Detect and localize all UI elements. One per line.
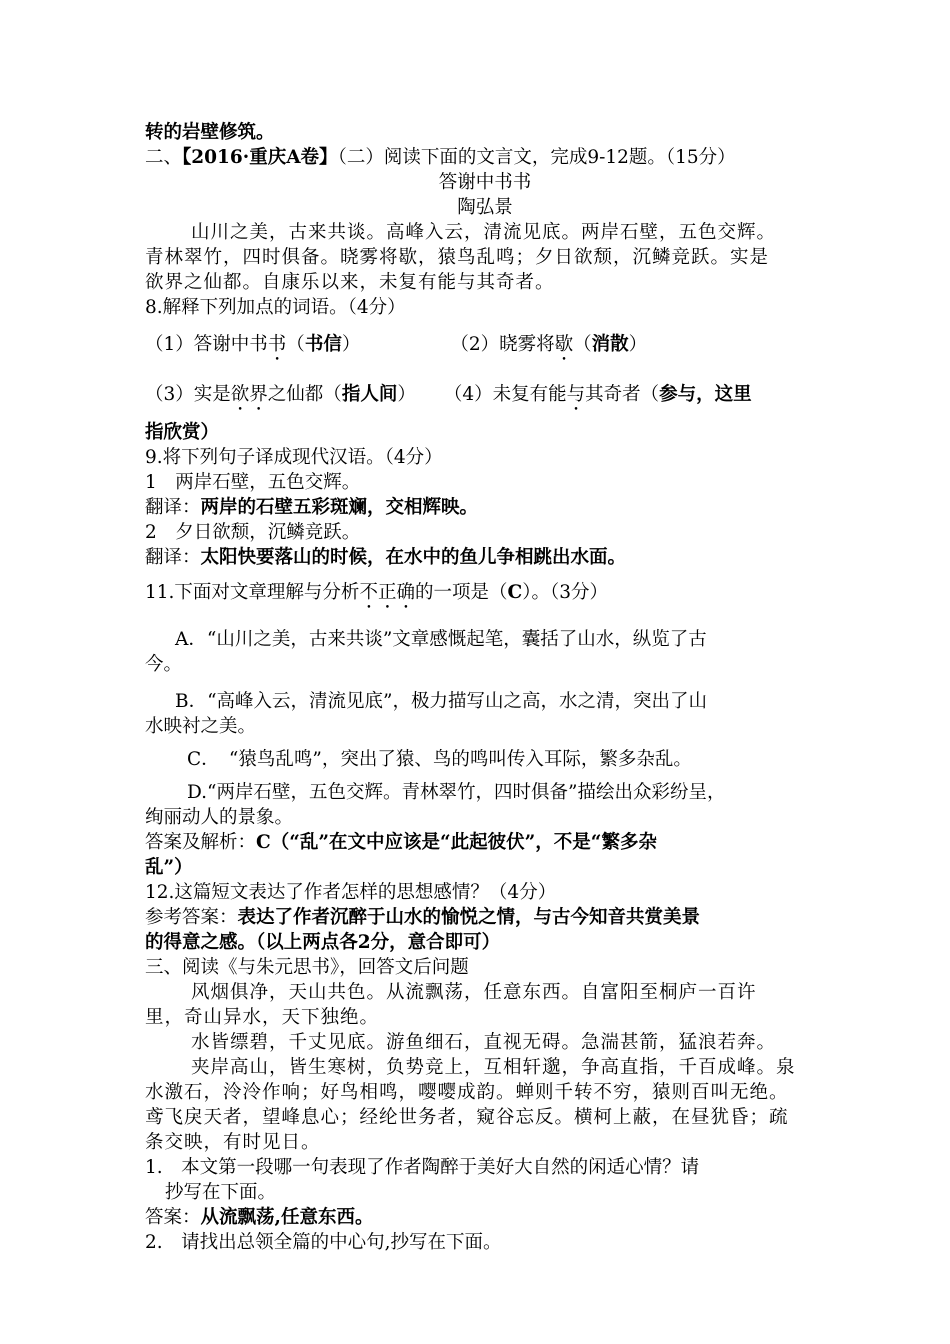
text-span: 答案及解析： (145, 832, 257, 853)
text-span: （1）答谢中书 (145, 334, 268, 355)
answer-text: C (507, 582, 523, 603)
section-heading: 三、阅读《与朱元思书》，回答文后问题 (145, 957, 469, 978)
sub-question-1-cont: 抄写在下面。 (165, 1182, 277, 1203)
answer-text: 书信 (304, 334, 342, 355)
dotted-word: 不正确 (359, 582, 415, 603)
passage-line: 水激石，泠泠作响；好鸟相鸣，嘤嘤成韵。蝉则千转不穷，猿则百叫无绝。 (145, 1082, 789, 1103)
passage-title: 答谢中书书 (438, 172, 532, 193)
text-span: 翻译： (145, 547, 201, 568)
text-span: ） (397, 384, 416, 405)
text-span: （ (573, 334, 592, 355)
q9-item: 1 两岸石壁，五色交辉。 (145, 472, 361, 493)
passage-line: 夹岸高山，皆生寒树，负势竞上，互相轩邈，争高直指，千百成峰。泉 (191, 1057, 796, 1078)
passage-line: 山川之美，古来共谈。高峰入云，清流见底。两岸石壁，五色交辉。 (191, 222, 777, 243)
option-b: B．“高峰入云，清流见底”，极力描写山之高，水之清，突出了山 (175, 691, 708, 712)
passage-line: 水皆缥碧，千丈见底。游鱼细石，直视无碍。急湍甚箭，猛浪若奔。 (191, 1032, 777, 1053)
passage-line: 风烟俱净，天山共色。从流飘荡，任意东西。自富阳至桐庐一百许 (191, 982, 757, 1003)
spacer (145, 772, 825, 780)
text-span: 二、 (145, 147, 183, 168)
answer-text: 指欣赏） (145, 422, 220, 443)
sub-answer-1 (145, 1205, 825, 1230)
text-span: ） (341, 334, 361, 355)
text-span: （二）阅读下面的文言文，完成9-12题。（15分） (337, 147, 736, 168)
q8-items-row-1 (145, 320, 825, 370)
dotted-word: 书 (267, 334, 287, 355)
answer-text: 消散 (591, 334, 629, 355)
passage-line: 里，奇山异水，天下独绝。 (145, 1007, 380, 1028)
option-c: C． “猿鸟乱鸣”，突出了猿、鸟的鸣叫传入耳际，繁多杂乱。 (187, 749, 692, 770)
text-span: 之仙都（ (267, 384, 342, 405)
option-b-cont: 水映衬之美。 (145, 716, 257, 737)
sub-question-2: 2. 请找出总领全篇的中心句,抄写在下面。 (145, 1232, 502, 1253)
answer-text: 的得意之感。（以上两点各2分，意合即可） (145, 932, 501, 953)
dotted-word: 与 (566, 384, 586, 405)
passage-line: 欲界之仙都。自康乐以来，未复有能与其奇者。 (145, 272, 555, 293)
dotted-word: 歇 (554, 334, 574, 355)
text-span: （2）晓雾将 (450, 334, 555, 355)
text-span: 的一项是（ (414, 582, 508, 603)
question-8: 8.解释下列加点的词语。（4分） (145, 297, 406, 318)
answer-12 (145, 905, 825, 930)
option-a: A．“山川之美，古来共谈”文章感慨起笔，囊括了山水，纵览了古 (175, 629, 707, 650)
passage-line: 鸢飞戾天者，望峰息心；经纶世务者，窥谷忘反。横柯上蔽，在昼犹昏；疏 (145, 1107, 789, 1128)
answer-text: 乱”） (145, 857, 193, 878)
section-heading (145, 145, 825, 170)
text-span: 11.下面对文章理解与分析 (145, 582, 360, 603)
text-span: 参考答案： (145, 907, 238, 928)
answer-text: 表达了作者沉醉于山水的愉悦之情，与古今知音共赏美景 (237, 907, 701, 928)
text-span: 翻译： (145, 497, 201, 518)
text-span: ）。（3分） (522, 582, 608, 603)
text-span: （ (286, 334, 305, 355)
question-11 (145, 578, 825, 613)
answer-text: C（“乱”在文中应该是“此起彼伏”，不是“繁多杂 (256, 832, 657, 853)
answer-text: 两岸的石壁五彩斑斓，交相辉映。 (200, 497, 479, 518)
passage-line: 条交映，有时见日。 (145, 1132, 321, 1153)
q9-translation (145, 545, 825, 570)
text-span: （4）未复有能 (443, 384, 567, 405)
dotted-word: 欲界 (230, 384, 268, 405)
passage-line: 青林翠竹，四时俱备。晓雾将歇，猿鸟乱鸣；夕日欲颓，沉鳞竞跃。实是 (145, 247, 770, 268)
source-label: 【2016·重庆A卷】 (182, 147, 338, 168)
sub-question-1: 1. 本文第一段哪一句表现了作者陶醉于美好大自然的闲适心情？请 (145, 1157, 700, 1178)
option-a-cont: 今。 (145, 654, 183, 675)
text-line: 转的岩壁修筑。 (145, 122, 275, 143)
answer-text: 太阳快要落山的时候，在水中的鱼儿争相跳出水面。 (200, 547, 627, 568)
option-d-cont: 绚丽动人的景象。 (145, 807, 294, 828)
question-12: 12.这篇短文表达了作者怎样的思想感情？（4分） (145, 882, 557, 903)
answer-11 (145, 830, 825, 855)
answer-text: 指人间 (341, 384, 398, 405)
answer-text: 从流飘荡,任意东西。 (200, 1207, 374, 1228)
text-span: 答案： (145, 1207, 201, 1228)
passage-author: 陶弘景 (457, 197, 513, 218)
text-span: 其奇者（ (585, 384, 660, 405)
spacer (145, 739, 825, 747)
q8-items-row-2 (145, 370, 825, 420)
spacer (145, 677, 825, 689)
spacer (145, 613, 825, 627)
answer-text: 参与，这里 (659, 384, 752, 405)
option-d: D.“两岸石壁，五色交辉。青林翠竹，四时俱备”描绘出众彩纷呈， (187, 782, 726, 803)
text-span: ） (628, 334, 648, 355)
question-9: 9.将下列句子译成现代汉语。（4分） (145, 447, 443, 468)
q9-item: 2 夕日欲颓，沉鳞竞跃。 (145, 522, 361, 543)
text-span: （3）实是 (145, 384, 231, 405)
q9-translation (145, 495, 825, 520)
document-page (145, 120, 825, 1255)
